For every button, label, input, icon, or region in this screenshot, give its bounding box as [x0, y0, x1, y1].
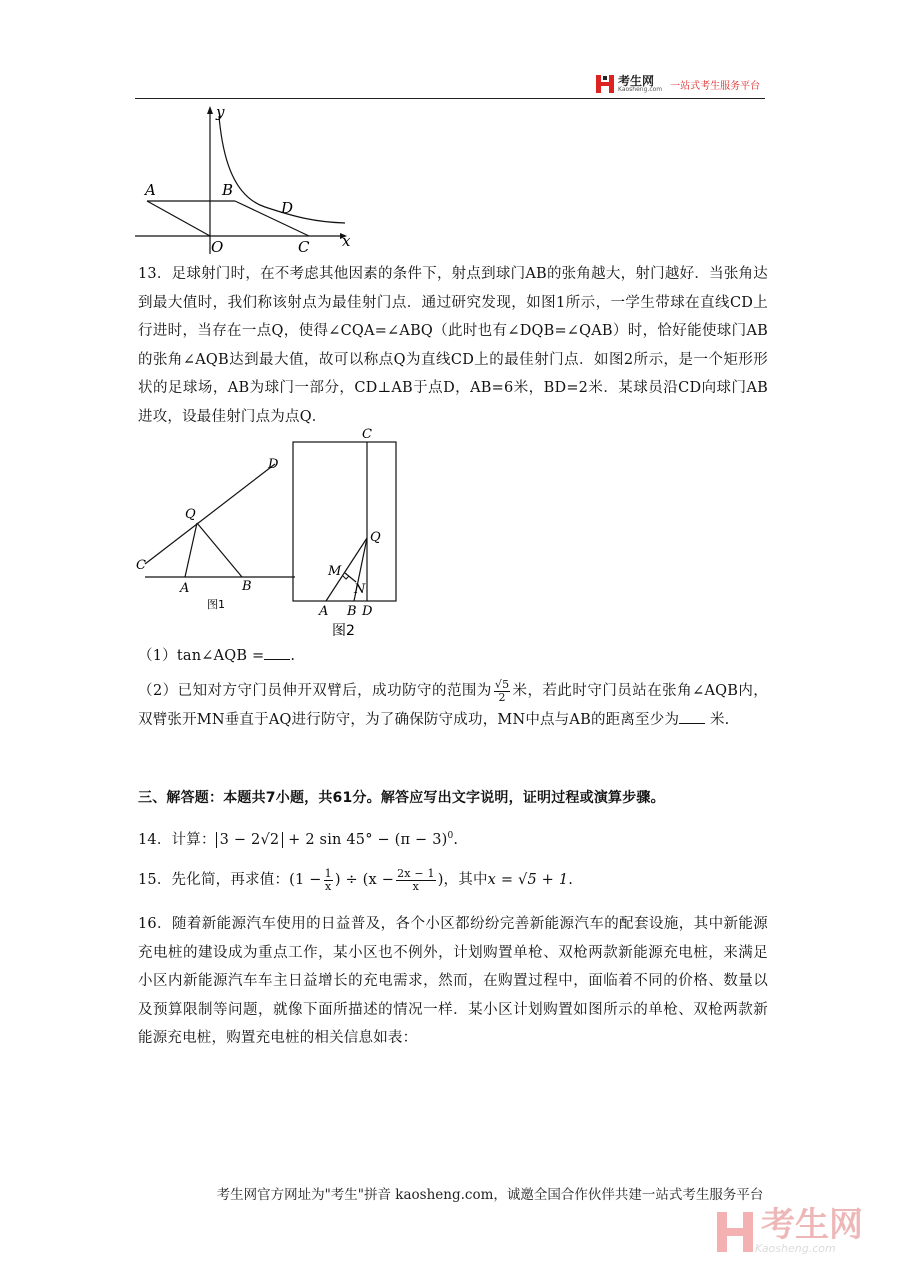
section3-heading: 三、解答题：本题共7小题，共61分。解答应写出文字说明，证明过程或演算步骤。 [138, 790, 665, 806]
q15-expr2: (x − [362, 872, 395, 888]
q15 [138, 866, 768, 895]
segment-QB [197, 523, 242, 577]
frac-numerator: √5 [494, 677, 510, 691]
kaosheng-logo-icon [595, 74, 615, 94]
watermark-en: Kaosheng.com [755, 1242, 836, 1255]
q15-expr1-close: ) [334, 872, 341, 888]
q13-part2-a: （2）已知对方守门员伸开双臂后，成功防守的范围为 [138, 683, 492, 699]
segment-BC [235, 201, 309, 236]
q15-frac1 [324, 868, 333, 893]
q13-part1-suffix: . [290, 648, 296, 664]
q14-exponent: 0 [447, 831, 454, 841]
footer-watermark [715, 1205, 863, 1255]
q14 [138, 822, 768, 854]
q13-part2 [138, 677, 768, 734]
fig2-label-Q: Q [370, 530, 381, 545]
label-O: O [211, 238, 224, 254]
q15-frac1-den: x [325, 879, 332, 893]
segment-AO [147, 201, 210, 236]
q15-expr2-close: ) [437, 872, 444, 888]
label-C: C [298, 238, 310, 254]
fig2-label-C: C [362, 427, 372, 442]
segment-MN [345, 573, 356, 582]
watermark-text [755, 1205, 863, 1255]
q15-where: ，其中 [443, 872, 488, 888]
fig2-label-D: D [362, 604, 373, 619]
q13-part2-blank[interactable] [679, 709, 705, 724]
right-angle-mark [343, 576, 349, 579]
q13-part2-b: 米，若此时守门员站在张角∠AQB内，双臂张开MN垂直于AQ进行防守，为了确保防守成功，MN中点与AB的距离至少为 [138, 683, 768, 728]
figure-1 [135, 450, 295, 615]
fig1-caption: 图1 [207, 598, 225, 611]
q15-value: x = √5 + 1 [487, 872, 569, 888]
y-axis-arrow [207, 106, 213, 114]
logo-en: Kaosheng.com [618, 86, 663, 93]
q13-part2-c: 米. [709, 711, 730, 728]
q15-div: ÷ [345, 872, 358, 888]
q14-expr-rest: + 2 sin 45° − (π − 3) [288, 831, 448, 848]
fig1-label-A: A [180, 581, 190, 596]
q13-paragraph: 13．足球射门时，在不考虑其他因素的条件下，射点到球门AB的张角越大，射门越好．当张角达到最大值时，我们称该射点为最佳射门点．通过研究发现，如图1所示，一学生带球在直线CD上行进时，当存在一点Q，使得∠CQA=∠ABQ（此时也有∠DQB=∠QAB）时，恰好能使球门AB的张角∠AQB达到最大值，故可以称点Q为直线CD上的最佳射门点．如图2所示，是一个矩形形状的足球场，AB为球门一部分，CD⊥AB于点D，AB=6米，BD=2米．某球员沿CD向球门AB进攻，设最佳射门点为点Q． [138, 266, 768, 425]
fig2-label-M: M [328, 564, 342, 579]
fig2-label-N: N [354, 582, 366, 597]
q13-part1 [138, 642, 768, 671]
q14-end: . [453, 831, 459, 848]
fig2-label-A: A [319, 604, 329, 619]
label-x: x [342, 232, 351, 250]
fig1-label-Q: Q [185, 507, 196, 522]
line-CD [145, 464, 275, 564]
label-D: D [281, 199, 294, 217]
fig2-label-B: B [347, 604, 357, 619]
header-rule [135, 98, 765, 99]
q13-part2-fraction [494, 679, 510, 704]
fig1-label-B: B [242, 579, 252, 594]
fig2-caption: 图2 [332, 623, 355, 639]
logo-text [618, 75, 662, 93]
logo-cn: 考生网 [618, 74, 655, 88]
q15-frac2-den: x [412, 879, 420, 893]
q14-abs-expr: 3 − 2√2 [216, 832, 284, 848]
header-logo [595, 72, 760, 96]
header-slogan: 一站式考生服务平台 [670, 80, 761, 92]
fig1-label-C: C [136, 558, 146, 573]
q15-frac2 [396, 868, 436, 893]
watermark-cn: 考生网 [761, 1205, 863, 1245]
footer-text: 考生网官方网址为"考生"拼音 kaosheng.com，诚邀全国合作伙伴共建一站式考生服务平台 [216, 1187, 764, 1203]
q13-part1-prefix: （1）tan∠AQB = [138, 648, 265, 664]
q15-end: . [568, 872, 574, 888]
figure-2 [290, 425, 405, 640]
q13-part1-blank[interactable] [264, 645, 290, 660]
q14-prefix: 14．计算： [138, 831, 216, 848]
hyperbola-figure [135, 102, 365, 254]
label-y: y [216, 103, 225, 121]
q15-frac2-num: 2x − 1 [397, 866, 435, 880]
frac-denominator: 2 [498, 690, 506, 704]
q16-paragraph: 16．随着新能源汽车使用的日益普及，各个小区都纷纷完善新能源汽车的配套设施，其中新能源充电桩的建设成为重点工作，某小区也不例外，计划购置单枪、双枪两款新能源充电桩，来满足小区内新能源汽车车主日益增长的充电需求，然而，在购置过程中，面临着不同的价格、数量以及预算限制等问题，就像下面所描述的情况一样．某小区计划购置如图所示的单枪、双枪两款新能源充电桩，购置充电桩的相关信息如表： [138, 916, 768, 1046]
watermark-logo-icon [715, 1210, 755, 1254]
q15-frac1-num: 1 [324, 866, 332, 880]
label-B: B [222, 181, 234, 199]
q15-expr1: (1 − [289, 872, 322, 888]
fig1-label-D: D [268, 457, 279, 472]
label-A: A [145, 181, 156, 199]
q15-prefix: 15．先化简，再求值： [138, 872, 290, 888]
